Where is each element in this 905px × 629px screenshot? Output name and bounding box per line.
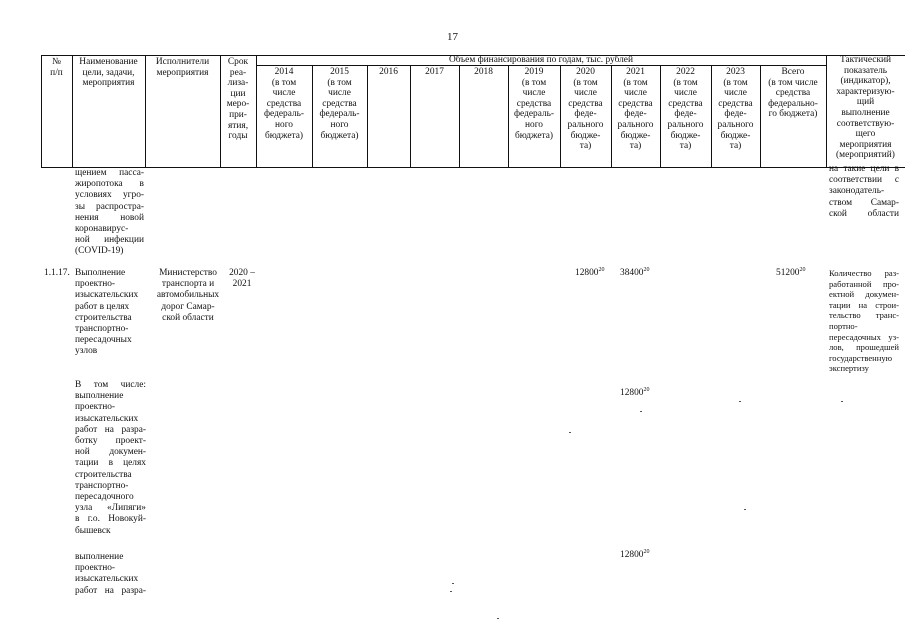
sub2-name: выполнение проектно- изыскательских работ на разра- — [75, 552, 146, 596]
row-value-2021: 38400$^{20}$ — [620, 267, 650, 278]
col-divider — [367, 66, 368, 167]
scan-speck — [569, 432, 571, 433]
scan-speck — [452, 583, 454, 584]
row-value-total: 51200$^{20}$ — [776, 267, 806, 278]
col-divider — [410, 66, 411, 167]
sub1-name: В том числе: выполнение проектно- изыскательских работ на разра- ботку проект- ной докумен- тации в целях строительства транспортно- пересадочного узла «Липяги» в г.о. Новокуй- бышевск — [75, 380, 146, 536]
scan-speck — [744, 509, 746, 510]
row-value-2020: 12800$^{20}$ — [575, 267, 605, 278]
sub2-value-2021: 12800$^{20}$ — [620, 549, 650, 560]
header-year-2022: 2022 (в том числе средства феде- рального бюдже- та) — [667, 67, 704, 152]
row-number: 1.1.17. — [44, 268, 70, 278]
row-executor: Министерство транспорта и автомобильных дорог Самар- ской области — [156, 268, 220, 323]
scan-speck — [450, 591, 452, 592]
header-year-2018: 2018 — [474, 67, 493, 77]
scan-speck — [739, 401, 741, 402]
header-year-2015: 2015 (в том числе средства федераль- ного бюджета) — [319, 67, 360, 141]
header-executor: Исполнители мероприятия — [155, 57, 210, 78]
table-body — [0, 164, 905, 629]
header-year-2023: 2023 (в том числе средства феде- рального бюдже- та) — [717, 67, 754, 152]
row-name: Выполнение проектно- изыскательских работ в целях строительства транспортно- пересадочных узлов — [75, 268, 139, 357]
header-indicator: Тактический показатель (индикатор), характеризую- щий выполнение соответствую- щего мероприятия (мероприятий) — [836, 55, 895, 161]
header-term: Срок реа- лиза- ции меро- при- ятия, годы — [226, 57, 250, 142]
header-year-2014: 2014 (в том числе средства федераль- ного бюджета) — [263, 67, 305, 141]
header-year-2016: 2016 — [379, 67, 398, 77]
page-number: 17 — [447, 31, 458, 43]
header-year-2020: 2020 (в том числе средства феде- рального бюдже- та) — [567, 67, 604, 152]
header-year-2021: 2021 (в том числе средства феде- рального бюдже- та) — [617, 67, 654, 152]
table-header — [41, 55, 905, 167]
sub1-value-2021: 12800$^{20}$ — [620, 387, 650, 398]
header-year-2017: 2017 — [425, 67, 444, 77]
col-divider — [459, 66, 460, 167]
header-number: № п/п — [50, 57, 63, 78]
row-indicator: Количество раз- работанной про- ектной докумен- тации на строи- тельство транс- портно- пересадочных уз- лов, прошедшей государственную экспертизу — [829, 268, 899, 374]
row-term: 2020 – 2021 — [229, 268, 255, 290]
continuation-name: щением пасса- жиропотока в условиях угро- зы распростра- нения новой коронавирус- ной инфекции (COVID-19) — [75, 168, 144, 257]
header-funding-title: Объем финансирования по годам, тыс. рублей — [449, 55, 633, 65]
funding-title-divider — [256, 65, 826, 66]
scan-speck — [497, 618, 499, 619]
continuation-indicator: на такие цели в соответствии с законодатель- ством Самар- ской области — [829, 164, 899, 219]
scan-speck — [640, 411, 642, 412]
header-year-2019: 2019 (в том числе средства федераль- ного бюджета) — [513, 67, 555, 141]
scan-speck — [841, 401, 843, 402]
header-total: Всего (в том числе средства федерально- го бюджета) — [768, 67, 818, 120]
header-name: Наименование цели, задачи, мероприятия — [79, 57, 138, 89]
